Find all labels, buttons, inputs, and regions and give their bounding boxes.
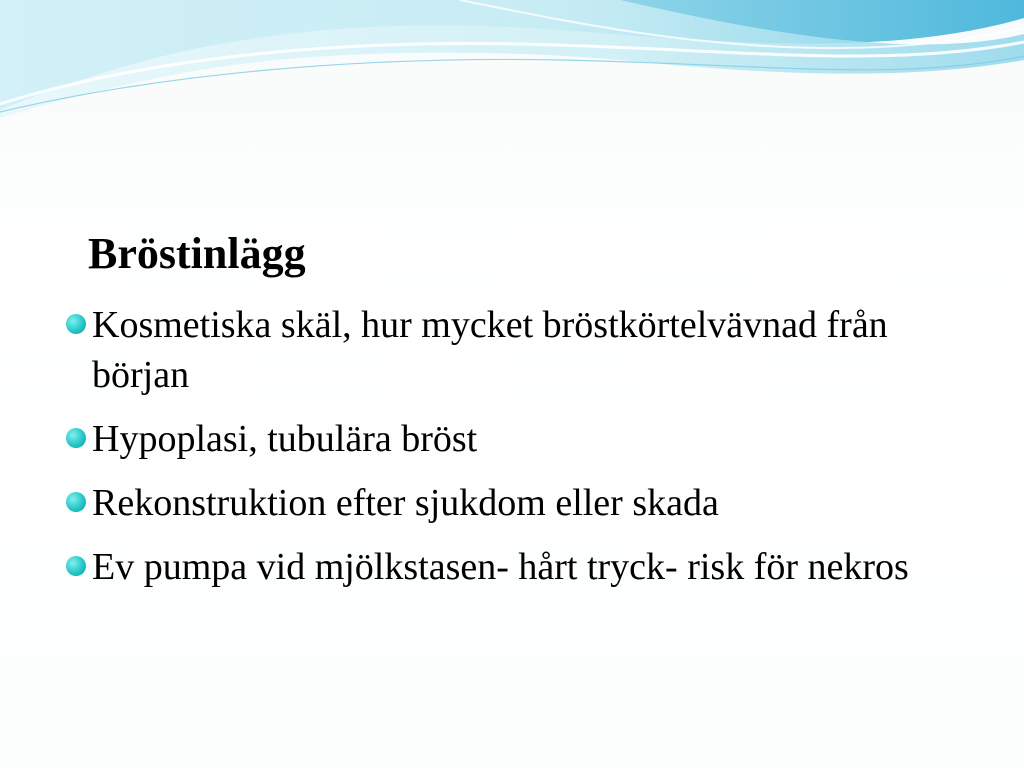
bullet-item [92,542,982,592]
bullet-text: Ev pumpa vid mjölkstasen- hårt tryck- risk för nekros [92,546,909,588]
bullet-item [92,478,982,528]
bullet-dot-icon [66,428,86,448]
bullet-item [92,414,982,464]
bullet-text: Hypoplasi, tubulära bröst [92,418,478,460]
bullet-text: Kosmetiska skäl, hur mycket bröstkörtelvävnad från början [92,304,888,396]
bullet-list [92,300,982,606]
bullet-item [92,300,982,400]
bullet-dot-icon [66,314,86,334]
bullet-text: Rekonstruktion efter sjukdom eller skada [92,482,719,524]
bullet-dot-icon [66,492,86,512]
header-wave-decoration [0,0,1024,130]
bullet-dot-icon [66,556,86,576]
slide-title: Bröstinlägg [88,229,306,278]
